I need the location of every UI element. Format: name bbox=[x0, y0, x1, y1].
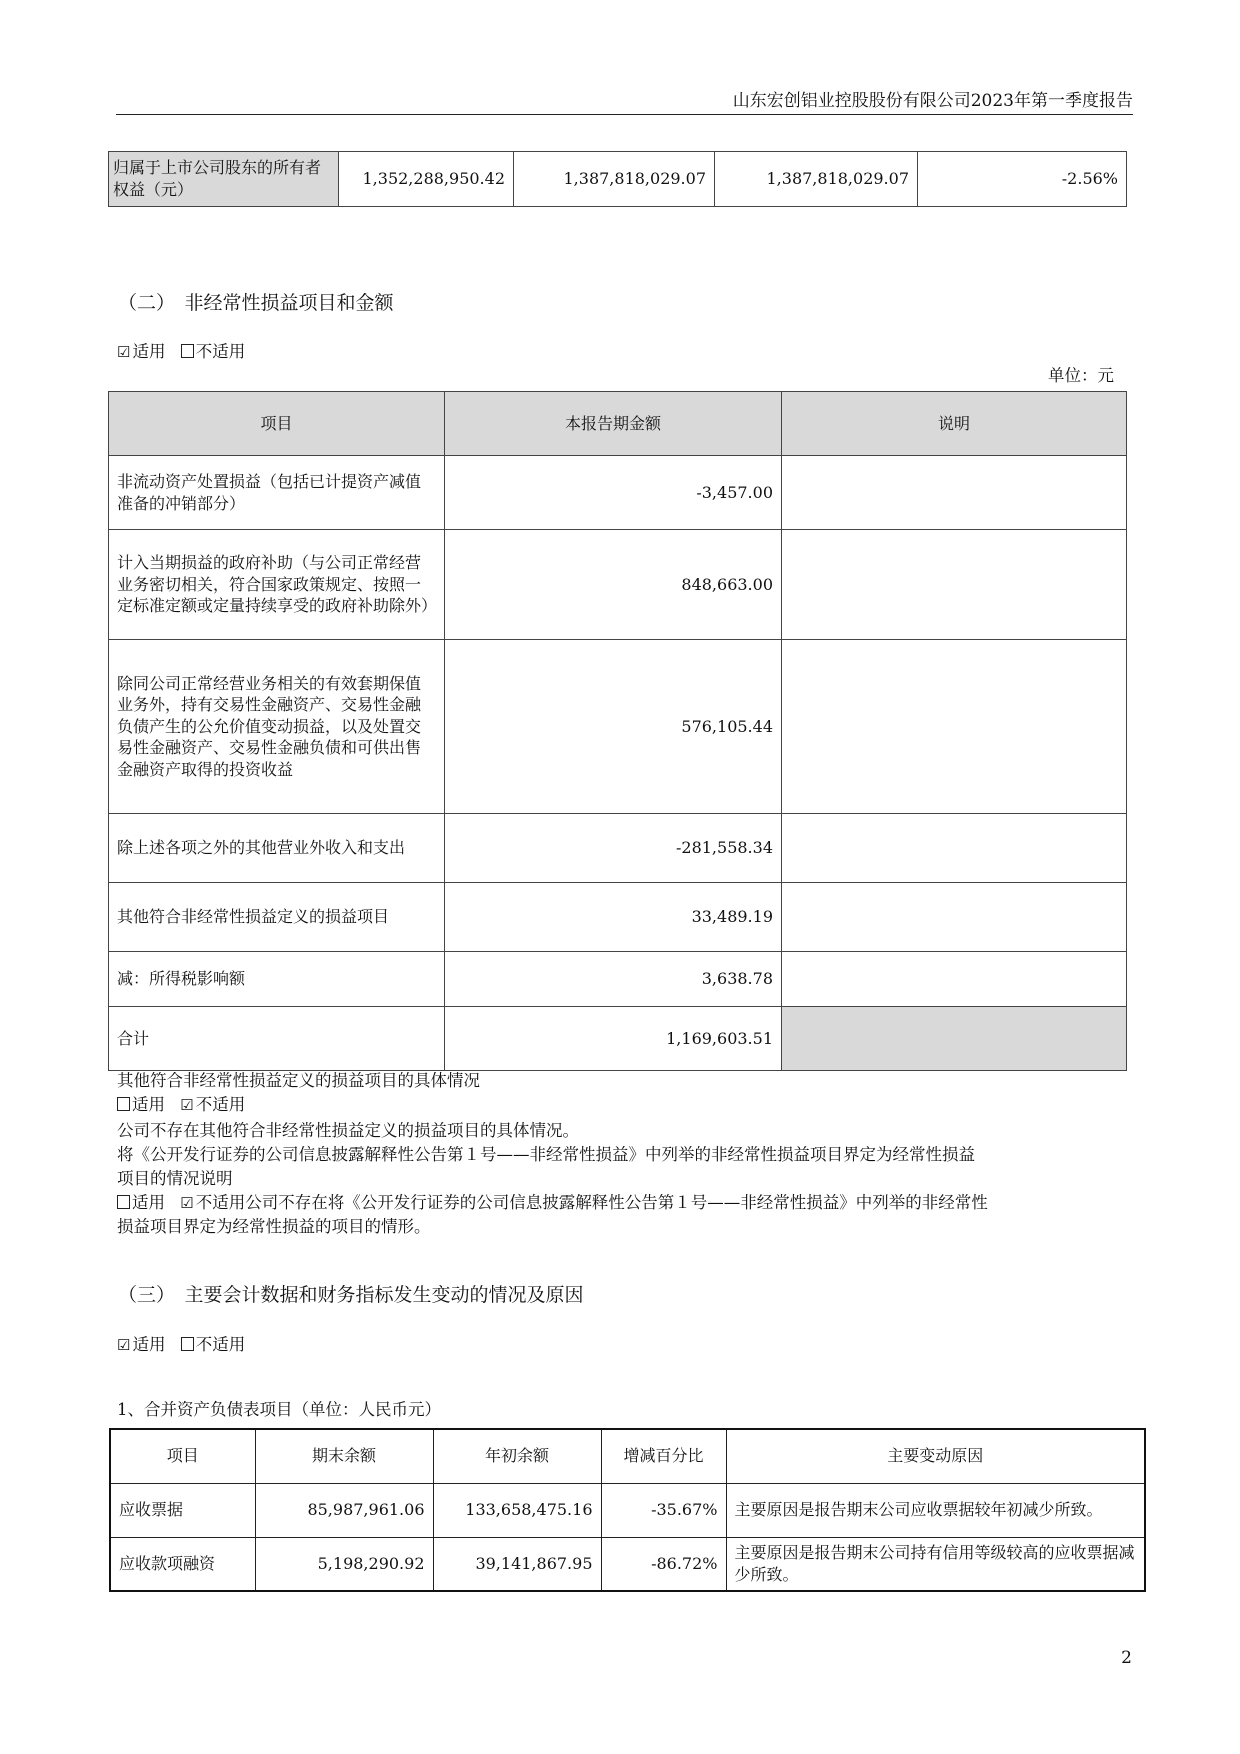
col-header-reason: 主要变动原因 bbox=[726, 1429, 1145, 1483]
checkbox-checked-icon: ☑ bbox=[180, 1096, 194, 1114]
checkbox-checked-icon: ☑ bbox=[117, 1336, 131, 1354]
row-note bbox=[782, 456, 1127, 530]
row-amount: 33,489.19 bbox=[445, 883, 782, 952]
row-begin: 133,658,475.16 bbox=[433, 1483, 601, 1537]
non-recurring-table bbox=[108, 391, 1127, 1071]
applicable-label: 适用 bbox=[132, 1335, 166, 1354]
report-header-title: 山东宏创铝业控股股份有限公司2023年第一季度报告 bbox=[732, 91, 1133, 111]
section-2-title: （二） 非经常性损益项目和金额 bbox=[118, 292, 394, 314]
page-number: 2 bbox=[1121, 1648, 1132, 1668]
reclass-text-line2: 损益项目界定为经常性损益的项目的情形。 bbox=[117, 1217, 431, 1236]
col-header-item: 项目 bbox=[110, 1429, 255, 1483]
col-header-end: 期末余额 bbox=[255, 1429, 433, 1483]
col-header-note: 说明 bbox=[782, 392, 1127, 456]
equity-value-2: 1,387,818,029.07 bbox=[514, 152, 715, 207]
row-end: 85,987,961.06 bbox=[255, 1483, 433, 1537]
row-amount: -3,457.00 bbox=[445, 456, 782, 530]
table-row bbox=[109, 883, 1127, 952]
row-note bbox=[782, 814, 1127, 883]
reclass-explanation-line2: 项目的情况说明 bbox=[117, 1169, 233, 1188]
table-row bbox=[109, 456, 1127, 530]
applicable-label: 适用 bbox=[132, 342, 166, 361]
total-note bbox=[782, 1007, 1127, 1071]
col-header-amount: 本报告期金额 bbox=[445, 392, 782, 456]
table-total-row bbox=[109, 1007, 1127, 1071]
row-item: 除上述各项之外的其他营业外收入和支出 bbox=[109, 814, 445, 883]
row-reason: 主要原因是报告期末公司应收票据较年初减少所致。 bbox=[726, 1483, 1145, 1537]
checkbox-checked-icon: ☑ bbox=[180, 1194, 194, 1212]
row-item: 计入当期损益的政府补助（与公司正常经营业务密切相关，符合国家政策规定、按照一定标准定额或定量持续享受的政府补助除外） bbox=[109, 530, 445, 640]
not-applicable-label: 不适用 bbox=[195, 1335, 246, 1354]
equity-table bbox=[108, 151, 1127, 207]
row-item: 应收款项融资 bbox=[110, 1537, 255, 1591]
row-item: 应收票据 bbox=[110, 1483, 255, 1537]
row-note bbox=[782, 952, 1127, 1007]
col-header-pct: 增减百分比 bbox=[601, 1429, 726, 1483]
table-row bbox=[109, 952, 1127, 1007]
applicable-label: 适用 bbox=[132, 1193, 165, 1212]
applicable-label: 适用 bbox=[132, 1095, 165, 1114]
unit-label: 单位：元 bbox=[1048, 366, 1114, 385]
table-header-row bbox=[110, 1429, 1145, 1483]
col-header-begin: 年初余额 bbox=[433, 1429, 601, 1483]
row-note bbox=[782, 640, 1127, 814]
table-row bbox=[109, 640, 1127, 814]
checkbox-empty-icon bbox=[181, 1337, 194, 1351]
section-3-title: （三） 主要会计数据和财务指标发生变动的情况及原因 bbox=[118, 1284, 584, 1306]
row-item: 减：所得税影响额 bbox=[109, 952, 445, 1007]
row-item: 其他符合非经常性损益定义的损益项目 bbox=[109, 883, 445, 952]
table-row bbox=[109, 814, 1127, 883]
equity-value-1: 1,352,288,950.42 bbox=[339, 152, 514, 207]
col-header-item: 项目 bbox=[109, 392, 445, 456]
checkbox-empty-icon bbox=[117, 1195, 130, 1209]
equity-label: 归属于上市公司股东的所有者权益（元） bbox=[109, 152, 339, 207]
other-items-applicability bbox=[117, 1093, 1127, 1117]
table-row bbox=[110, 1483, 1145, 1537]
equity-value-4: -2.56% bbox=[918, 152, 1127, 207]
equity-value-3: 1,387,818,029.07 bbox=[715, 152, 918, 207]
row-begin: 39,141,867.95 bbox=[433, 1537, 601, 1591]
row-end: 5,198,290.92 bbox=[255, 1537, 433, 1591]
row-item: 非流动资产处置损益（包括已计提资产减值准备的冲销部分） bbox=[109, 456, 445, 530]
row-amount: -281,558.34 bbox=[445, 814, 782, 883]
not-applicable-label: 不适用 bbox=[195, 342, 246, 361]
table-row bbox=[109, 152, 1127, 207]
row-amount: 3,638.78 bbox=[445, 952, 782, 1007]
row-note bbox=[782, 530, 1127, 640]
total-amount: 1,169,603.51 bbox=[445, 1007, 782, 1071]
no-other-items-line: 公司不存在其他符合非经常性损益定义的损益项目的具体情况。 bbox=[117, 1121, 579, 1140]
table-row bbox=[109, 530, 1127, 640]
balance-sheet-table bbox=[109, 1428, 1146, 1592]
reclass-explanation-line1: 将《公开发行证券的公司信息披露解释性公告第１号——非经常性损益》中列举的非经常性损益项目界定为经常性损益 bbox=[117, 1145, 975, 1164]
checkbox-empty-icon bbox=[181, 344, 194, 358]
section-2-notes bbox=[117, 1069, 1127, 1239]
row-reason: 主要原因是报告期末公司持有信用等级较高的应收票据减少所致。 bbox=[726, 1537, 1145, 1591]
row-amount: 576,105.44 bbox=[445, 640, 782, 814]
reclass-text: 不适用公司不存在将《公开发行证券的公司信息披露解释性公告第１号——非经常性损益》中列举的非经常性 bbox=[195, 1193, 988, 1212]
table-header-row bbox=[109, 392, 1127, 456]
row-pct: -86.72% bbox=[601, 1537, 726, 1591]
table-row bbox=[110, 1537, 1145, 1591]
other-items-line: 其他符合非经常性损益定义的损益项目的具体情况 bbox=[117, 1071, 480, 1090]
header-divider bbox=[116, 114, 1133, 115]
row-note bbox=[782, 883, 1127, 952]
section-2-applicability bbox=[117, 340, 245, 364]
not-applicable-label: 不适用 bbox=[195, 1095, 246, 1114]
checkbox-empty-icon bbox=[117, 1097, 130, 1111]
row-amount: 848,663.00 bbox=[445, 530, 782, 640]
reclass-applicability bbox=[117, 1191, 1127, 1215]
section-3-applicability bbox=[117, 1333, 245, 1357]
row-item: 除同公司正常经营业务相关的有效套期保值业务外，持有交易性金融资产、交易性金融负债产生的公允价值变动损益，以及处置交易性金融资产、交易性金融负债和可供出售金融资产取得的投资收益 bbox=[109, 640, 445, 814]
total-label: 合计 bbox=[109, 1007, 445, 1071]
row-pct: -35.67% bbox=[601, 1483, 726, 1537]
checkbox-checked-icon: ☑ bbox=[117, 343, 131, 361]
balance-sheet-subtitle: 1、合并资产负债表项目（单位：人民币元） bbox=[117, 1400, 441, 1419]
